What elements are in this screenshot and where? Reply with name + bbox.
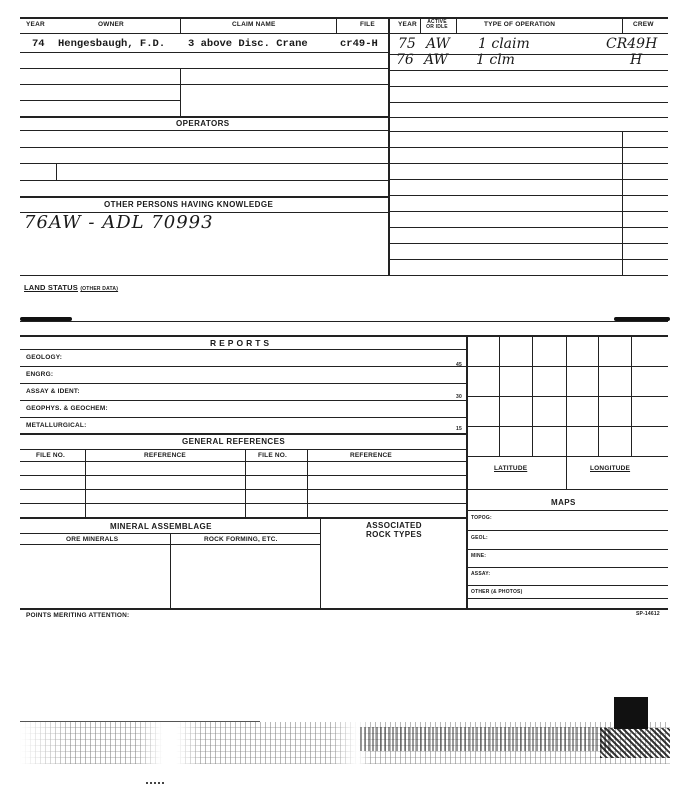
- right-row-line: [388, 179, 668, 180]
- mineral-divider: [170, 533, 171, 608]
- mineral-divider: [320, 517, 321, 608]
- map-row-label: TOPOG:: [471, 515, 492, 521]
- mineral-assemblage-title: MINERAL ASSEMBLAGE: [110, 522, 212, 531]
- gen-ref-row-line: [20, 503, 466, 504]
- map-row-line: [466, 598, 668, 599]
- header-year: YEAR: [26, 21, 45, 28]
- ore-minerals-header: ORE MINERALS: [66, 536, 119, 543]
- header-divider: [622, 17, 623, 33]
- right-row-line: [388, 147, 668, 148]
- owner-row-year: 74: [32, 38, 45, 50]
- row-line: [20, 116, 388, 118]
- scan-block-fringe: [600, 728, 670, 758]
- maps-title: MAPS: [551, 498, 576, 507]
- reports-top: [20, 335, 668, 337]
- crew-divider: [622, 131, 623, 275]
- row-line: [20, 84, 388, 85]
- gen-ref-header-file-no: FILE NO.: [36, 452, 66, 459]
- gen-ref-title-line: [20, 449, 466, 450]
- report-row-line: [20, 366, 466, 367]
- gen-ref-header-reference: REFERENCE: [144, 452, 186, 459]
- report-row-line: [20, 433, 466, 435]
- right-row-line: [388, 70, 668, 71]
- points-meriting-attention: POINTS MERITING ATTENTION:: [26, 612, 130, 619]
- header-divider: [336, 17, 337, 33]
- scan-noise-line: [20, 721, 260, 722]
- right-row-line: [388, 86, 668, 87]
- header-active-or-idle: ACTIVE OR IDLE: [426, 19, 448, 30]
- gen-ref-bottom: [20, 517, 466, 519]
- right-row-line: [388, 195, 668, 196]
- report-scale: 30: [456, 394, 462, 400]
- header-claim-name: CLAIM NAME: [232, 21, 276, 28]
- coord-grid-line: [466, 456, 668, 457]
- report-row-label: GEOLOGY:: [26, 354, 63, 361]
- reports-header-line: [20, 349, 466, 350]
- reports-title: REPORTS: [210, 338, 273, 348]
- report-scale: 15: [456, 426, 462, 432]
- coord-grid-line: [466, 366, 668, 367]
- scan-block: [614, 697, 648, 729]
- gen-ref-divider: [85, 449, 86, 517]
- owner-row-claim-name: 3 above Disc. Crane: [188, 38, 308, 50]
- header-divider: [180, 17, 181, 33]
- report-row-label: ASSAY & IDENT:: [26, 388, 80, 395]
- header-crew: CREW: [633, 21, 654, 28]
- report-scale: 45: [456, 362, 462, 368]
- coord-bottom: [466, 489, 668, 490]
- operator-line: [20, 147, 388, 148]
- lower-table-bottom: [20, 608, 668, 610]
- report-row-label: GEOPHYS. & GEOCHEM:: [26, 405, 108, 412]
- gen-ref-header-line: [20, 461, 466, 462]
- owner-row-file: cr49-H: [340, 38, 378, 50]
- operator-line: [20, 180, 388, 181]
- report-row-line: [20, 417, 466, 418]
- gen-ref-divider: [245, 449, 246, 517]
- row-line: [20, 52, 388, 53]
- header-file: FILE: [360, 21, 375, 28]
- right-row-line: [388, 163, 668, 164]
- activity-row-2-year: 76: [396, 52, 414, 68]
- map-row-line: [466, 585, 668, 586]
- row-line: [20, 100, 180, 101]
- owner-row-owner: Hengesbaugh, F.D.: [58, 38, 166, 50]
- land-status-sublabel: (OTHER DATA): [80, 286, 119, 292]
- gen-ref-divider: [307, 449, 308, 517]
- center-divider: [388, 17, 390, 275]
- coord-grid-line: [566, 335, 567, 489]
- map-row-label: MINE:: [471, 553, 487, 559]
- right-row-line: [388, 259, 668, 260]
- header-type-of-operation: TYPE OF OPERATION: [484, 21, 556, 28]
- right-row-line: [388, 54, 668, 55]
- owner-divider: [180, 68, 181, 116]
- gen-ref-header-reference: REFERENCE: [350, 452, 392, 459]
- report-row-label: METALLURGICAL:: [26, 422, 87, 429]
- land-status-title: LAND STATUS: [24, 283, 79, 292]
- other-persons-note: 76AW - ADL 70993: [24, 212, 214, 233]
- gen-ref-row-line: [20, 489, 466, 490]
- header-divider: [420, 17, 421, 33]
- report-row-line: [20, 383, 466, 384]
- scan-noise-dense: [360, 727, 610, 751]
- associated-rock-types-header: ASSOCIATED ROCK TYPES: [365, 521, 422, 539]
- land-status-bottom: [20, 321, 668, 322]
- activity-row-1-crew: CR49H: [606, 36, 658, 52]
- land-status-label: [24, 283, 118, 292]
- report-row-label: ENGRG:: [26, 371, 54, 378]
- map-row-label: ASSAY:: [471, 571, 491, 577]
- row-line: [20, 68, 388, 69]
- gen-ref-header-file-no: FILE NO.: [258, 452, 288, 459]
- right-row-line: [388, 131, 668, 132]
- scan-smear: [614, 317, 670, 321]
- coord-grid-line: [466, 426, 668, 427]
- right-row-line: [388, 243, 668, 244]
- right-row-line: [388, 117, 668, 118]
- coord-grid-line: [466, 396, 668, 397]
- latitude-label: LATITUDE: [494, 465, 528, 472]
- operators-underline: [20, 130, 388, 131]
- right-row-line: [388, 102, 668, 103]
- activity-row-2-operation: 1 clm: [476, 52, 515, 68]
- right-row-line: [388, 227, 668, 228]
- rock-forming-header: ROCK FORMING, ETC.: [204, 536, 278, 543]
- operator-line: [20, 163, 388, 164]
- activity-row-2-crew: H: [630, 52, 643, 68]
- top-border: [20, 17, 668, 19]
- activity-row-1-status: AW: [426, 36, 450, 52]
- header-underline: [20, 33, 668, 34]
- activity-row-1-year: 75: [398, 36, 416, 52]
- form-number: SP-14612: [636, 611, 660, 617]
- operators-label: OPERATORS: [176, 119, 230, 128]
- right-row-line: [388, 211, 668, 212]
- report-row-line: [20, 400, 466, 401]
- map-row-line: [466, 567, 668, 568]
- map-row-line: [466, 549, 668, 550]
- activity-row-2-status: AW: [424, 52, 448, 68]
- scan-noise-line: [146, 782, 164, 784]
- maps-title-line: [466, 510, 668, 511]
- map-row-label: GEOL:: [471, 535, 488, 541]
- map-row-line: [466, 530, 668, 531]
- general-references-title: GENERAL REFERENCES: [182, 437, 286, 446]
- longitude-label: LONGITUDE: [590, 465, 631, 472]
- header-divider: [456, 17, 457, 33]
- header-owner: OWNER: [98, 21, 124, 28]
- map-row-label: OTHER (& PHOTOS): [471, 589, 523, 595]
- operator-divider: [56, 163, 57, 180]
- activity-row-1-operation: 1 claim: [478, 36, 530, 52]
- gen-ref-row-line: [20, 475, 466, 476]
- other-persons-label: OTHER PERSONS HAVING KNOWLEDGE: [104, 200, 274, 209]
- header-year-right: YEAR: [398, 21, 417, 28]
- operator-line: [20, 196, 388, 198]
- top-table-bottom: [20, 275, 668, 276]
